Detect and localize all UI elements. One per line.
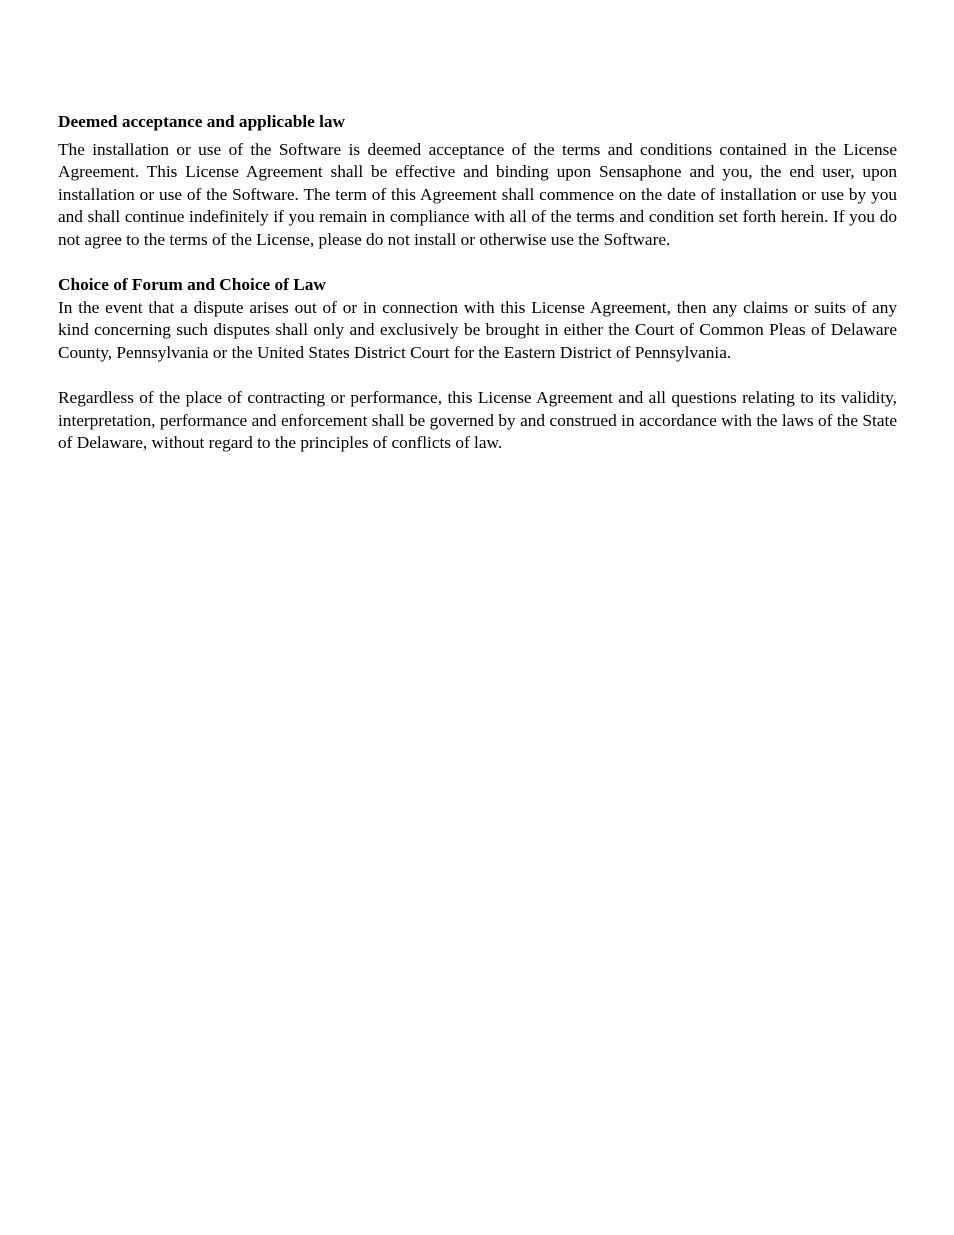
section-heading: Deemed acceptance and applicable law bbox=[58, 112, 346, 131]
section-deemed-acceptance bbox=[58, 111, 897, 252]
section-choice-of-forum bbox=[58, 274, 897, 455]
paragraph: The installation or use of the Software is deemed acceptance of the terms and conditions contained in the License Agreement. This License Agreement shall be effective and binding upon Sensaphone and you, the end user, upon installation or use of the Software. The term of this Agreement shall commence on the date of installation or use by you and shall continue indefinitely if you remain in compliance with all of the terms and condition set forth herein. If you do not agree to the terms of the License, please do not install or otherwise use the Software. bbox=[58, 139, 897, 249]
document-page bbox=[58, 111, 897, 455]
paragraph: In the event that a dispute arises out of or in connection with this License Agreement, then any claims or suits of any kind concerning such disputes shall only and exclusively be brought in either the Court of Common Pleas of Delaware County, Pennsylvania or the United States District Court for the Eastern District of Pennsylvania. bbox=[58, 297, 897, 362]
paragraph-spacer bbox=[58, 365, 897, 388]
section-heading: Choice of Forum and Choice of Law bbox=[58, 275, 326, 295]
paragraph-spacer bbox=[58, 252, 897, 275]
paragraph: Regardless of the place of contracting or performance, this License Agreement and all questions relating to its validity, interpretation, performance and enforcement shall be governed by and construed in accordance with the laws of the State of Delaware, without regard to the principles of conflicts of law. bbox=[58, 388, 897, 453]
